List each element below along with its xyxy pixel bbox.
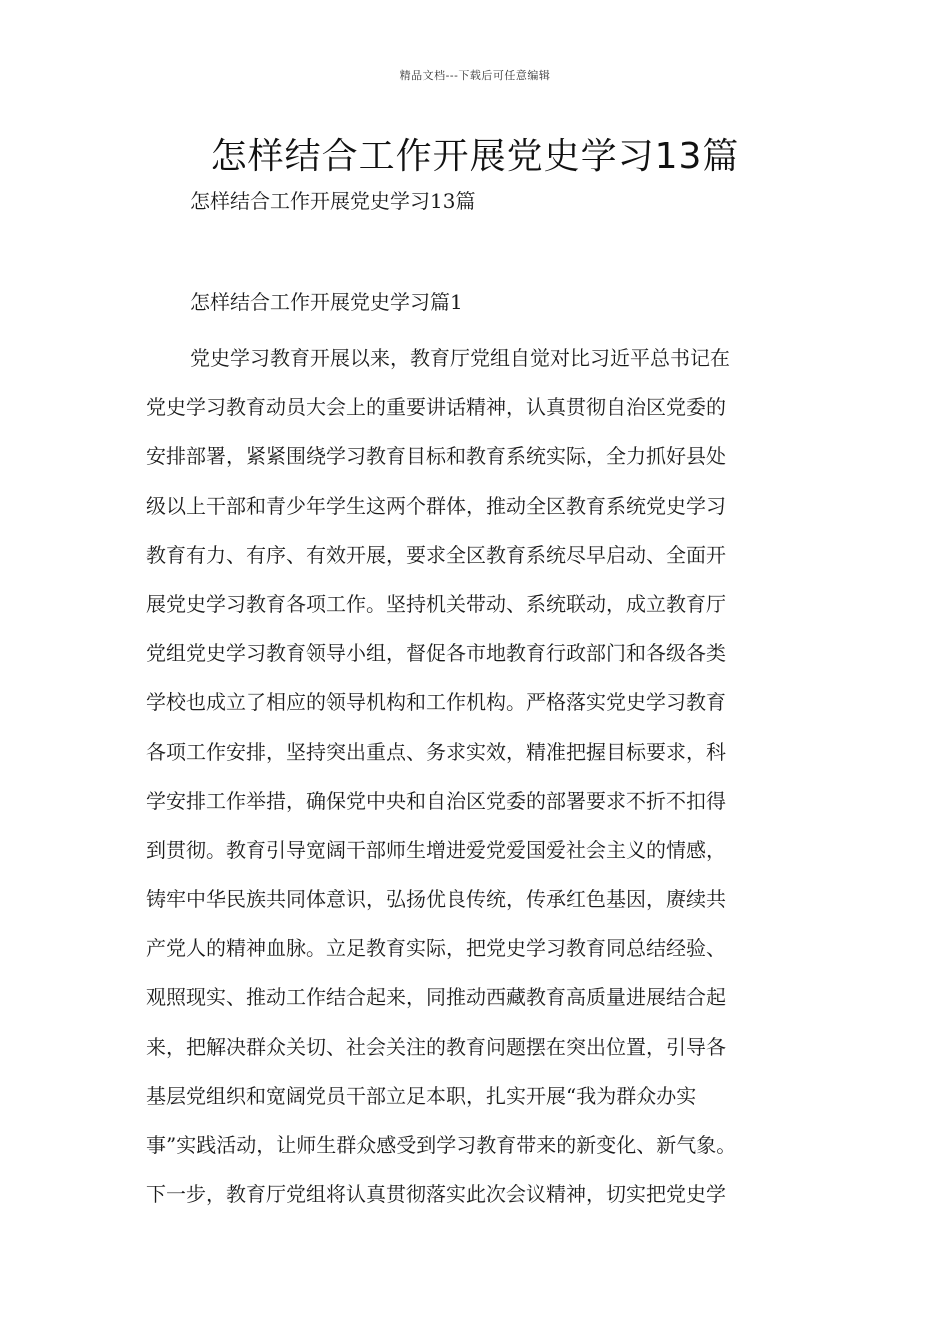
body-paragraph [146,334,846,1219]
body-line: 党史学习教育动员大会上的重要讲话精神，认真贯彻自治区党委的 [146,395,726,420]
body-line: 教育有力、有序、有效开展，要求全区教育系统尽早启动、全面开 [146,542,726,567]
body-line: 学校也成立了相应的领导机构和工作机构。严格落实党史学习教育 [146,690,726,715]
body-line: 来，把解决群众关切、社会关注的教育问题摆在突出位置，引导各 [146,1034,726,1059]
header-note: 精品文档---下载后可任意编辑 [399,69,551,82]
body-line: 展党史学习教育各项工作。坚持机关带动、系统联动，成立教育厅 [146,591,726,616]
body-line: 到贯彻。教育引导宽阔干部师生增进爱党爱国爱社会主义的情感， [146,837,726,862]
body-line: 铸牢中华民族共同体意识，弘扬优良传统，传承红色基因，赓续共 [146,887,726,912]
body-line: 党史学习教育开展以来，教育厅党组自觉对比习近平总书记在 [190,346,730,370]
body-line: 学安排工作举措，确保党中央和自治区党委的部署要求不折不扣得 [146,788,726,813]
document-title: 怎样结合工作开展党史学习13篇 [210,136,740,177]
document-subtitle: 怎样结合工作开展党史学习13篇 [190,189,476,213]
body-line: 产党人的精神血脉。立足教育实际，把党史学习教育同总结经验、 [146,936,726,961]
body-line: 安排部署，紧紧围绕学习教育目标和教育系统实际，全力抓好县处 [146,444,726,469]
section-heading: 怎样结合工作开展党史学习篇1 [190,290,463,314]
body-line: 各项工作安排，坚持突出重点、务求实效，精准把握目标要求，科 [146,739,726,764]
body-line: 党组党史学习教育领导小组，督促各市地教育行政部门和各级各类 [146,641,726,666]
body-line: 基层党组织和宽阔党员干部立足本职，扎实开展“我为群众办实 [146,1083,697,1108]
body-line: 观照现实、推动工作结合起来，同推动西藏教育高质量进展结合起 [146,985,726,1010]
body-line: 事”实践活动，让师生群众感受到学习教育带来的新变化、新气象。 [146,1133,737,1157]
body-line: 下一步，教育厅党组将认真贯彻落实此次会议精神，切实把党史学 [146,1182,726,1207]
body-line: 级以上干部和青少年学生这两个群体，推动全区教育系统党史学习 [146,493,726,518]
